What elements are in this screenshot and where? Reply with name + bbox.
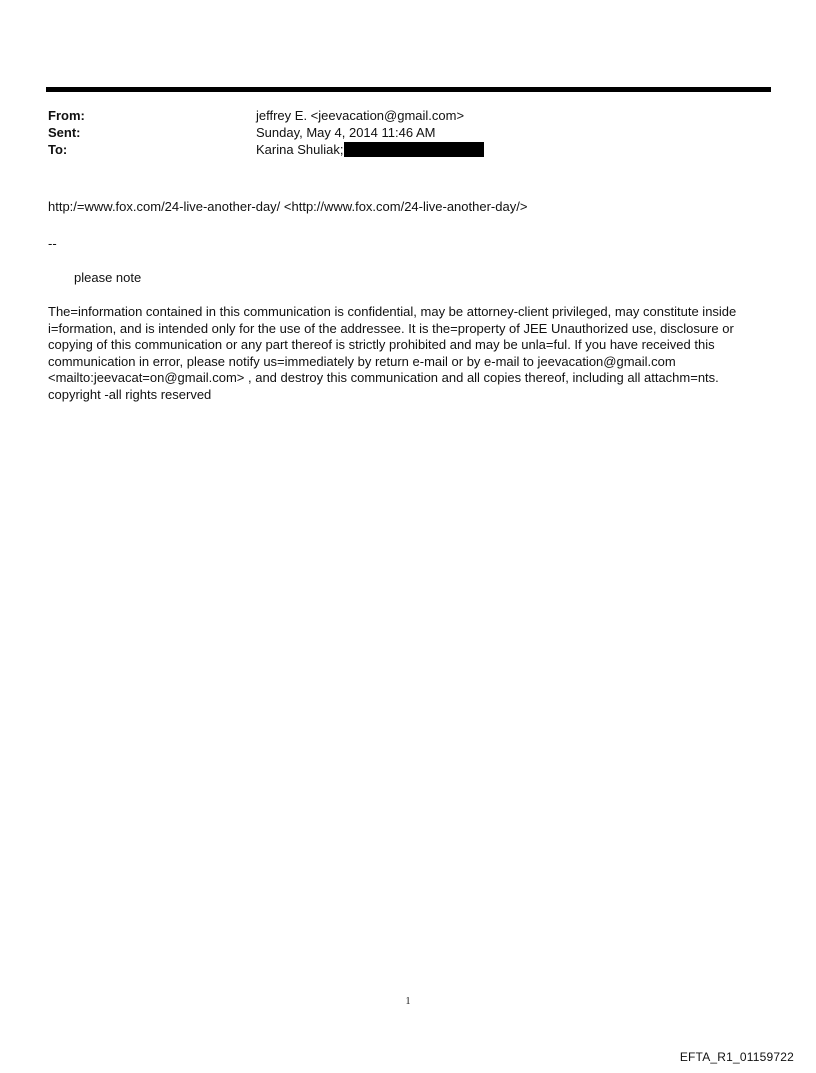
redaction-block bbox=[344, 142, 484, 157]
page-number: 1 bbox=[405, 996, 411, 1007]
to-value-container bbox=[256, 141, 768, 158]
sent-label: Sent: bbox=[48, 125, 81, 140]
header-divider bbox=[46, 87, 771, 92]
sent-value: Sunday, May 4, 2014 11:46 AM bbox=[256, 125, 436, 140]
link-line: http:/=www.fox.com/24-live-another-day/ <http://www.fox.com/24-live-another-day/> bbox=[48, 199, 528, 214]
bates-number: EFTA_R1_01159722 bbox=[679, 1050, 794, 1064]
disclaimer-text: The=information contained in this communication is confidential, may be attorney-client privileged, may constitute inside i=formation, and is intended only for the use of the addressee. It is the=property of JEE Unauthorized use, disclosure or copying of this communication or any part thereof is strictly prohibited and may be unla=ful. If you have received this communication in error, please notify us=immediately by return e-mail or by e-mail to jeevacation@gmail.com <mailto:jeevacat=on@gmail.com> , and destroy this communication and all copies thereof, including all attachm=nts. copyright -all rights reserved bbox=[48, 304, 737, 402]
from-row bbox=[48, 107, 768, 124]
to-row bbox=[48, 141, 768, 158]
from-label: From: bbox=[48, 108, 85, 123]
to-label: To: bbox=[48, 142, 68, 157]
from-value: jeffrey E. <jeevacation@gmail.com> bbox=[256, 108, 465, 123]
email-header bbox=[48, 107, 768, 158]
sent-row bbox=[48, 124, 768, 141]
please-note: please note bbox=[74, 270, 142, 285]
email-body bbox=[48, 198, 768, 215]
to-value: Karina Shuliak; bbox=[256, 142, 344, 157]
signature-separator: -- bbox=[48, 236, 57, 251]
